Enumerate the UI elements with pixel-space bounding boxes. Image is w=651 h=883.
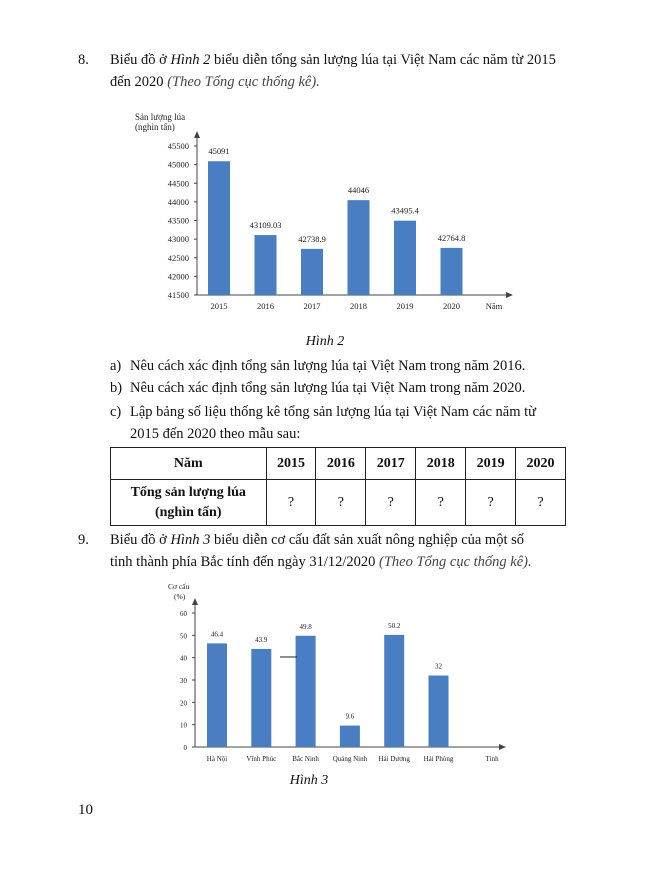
land-category-label: Hải Dương <box>378 755 410 763</box>
rice-bar <box>441 248 463 295</box>
land-value-label: 9.6 <box>345 712 355 721</box>
q8-text-1a: Biểu đồ ở <box>110 52 171 68</box>
q8c-text-line2: 2015 đến 2020 theo mẫu sau: <box>130 426 301 442</box>
table-header-cell: 2018 <box>416 448 466 480</box>
land-ytick-label: 0 <box>183 744 187 752</box>
q9-text-1a: Biểu đồ ở <box>110 532 171 548</box>
land-category-label: Vĩnh Phúc <box>246 755 277 763</box>
rice-value-label: 42738.9 <box>298 233 326 244</box>
rice-ylabel-unit: (nghìn tấn) <box>135 122 175 132</box>
land-category-label: Hà Nội <box>206 755 228 763</box>
land-ytick-label: 30 <box>180 677 187 685</box>
rice-bar <box>208 161 230 295</box>
q8a-label: a) <box>110 358 122 374</box>
q8-text-1b: biểu diễn tổng sản lượng lúa tại Việt Nam các năm từ 2015 <box>210 52 556 68</box>
rice-value-label: 43109.03 <box>249 220 282 231</box>
rice-value-label: 44046 <box>347 185 370 196</box>
table-cell-2017: ? <box>366 480 416 526</box>
land-bar <box>429 676 449 747</box>
rice-y-arrow <box>194 131 200 138</box>
table-cell-2016: ? <box>316 480 366 526</box>
rice-ytick-label: 42000 <box>167 271 189 282</box>
land-category-label: Bắc Ninh <box>292 755 319 763</box>
rice-bar <box>348 200 370 295</box>
q8c-label: c) <box>110 404 122 420</box>
land-ytick-label: 50 <box>180 632 187 641</box>
table-cell-2020: ? <box>516 480 566 526</box>
rice-value-label: 43495.4 <box>391 205 419 216</box>
q9-number: 9. <box>78 532 89 548</box>
rice-x-arrow <box>506 292 513 298</box>
table-header-row <box>111 448 566 480</box>
rice-ytick-label: 45000 <box>167 159 189 170</box>
land-bar <box>296 636 316 747</box>
table-cell-2015: ? <box>266 480 316 526</box>
rice-category-label: 2018 <box>350 301 367 311</box>
land-value-label: 32 <box>435 662 442 671</box>
rice-category-label: 2015 <box>210 301 228 311</box>
land-value-label: 46.4 <box>210 630 224 639</box>
rice-ytick-label: 42500 <box>167 252 189 263</box>
q9-text-2a: tỉnh thành phía Bắc tính đến ngày 31/12/2020 <box>110 554 380 570</box>
land-bar <box>207 643 227 747</box>
rice-value-label: 42764.8 <box>437 232 466 243</box>
table-row <box>111 480 566 526</box>
rice-ytick-label: 44500 <box>167 178 189 189</box>
table-header-cell: 2015 <box>266 448 316 480</box>
q9-text-line2 <box>110 552 532 572</box>
rice-category-label: 2020 <box>443 301 460 311</box>
land-y-arrow <box>192 598 198 605</box>
table-header-cell: 2016 <box>316 448 366 480</box>
land-ylabel: Cơ cấu <box>168 582 190 591</box>
q9-text-line1 <box>110 530 524 550</box>
q9-text-1b: biểu diễn cơ cấu đất sản xuất nông nghiệp của một số <box>210 532 525 548</box>
rice-ytick-label: 41500 <box>167 290 189 300</box>
land-x-arrow <box>499 744 506 750</box>
land-value-label: 43.9 <box>255 635 268 644</box>
rice-ytick-label: 43500 <box>167 215 189 226</box>
rice-bar <box>255 235 277 295</box>
fig3-caption: Hình 3 <box>289 773 329 788</box>
land-category-label: Quảng Ninh <box>332 755 368 763</box>
rice-xlabel: Năm <box>485 301 503 311</box>
rice-bar <box>301 249 323 295</box>
rice-data-table <box>110 447 566 526</box>
land-ytick-label: 20 <box>180 699 187 708</box>
land-bar <box>340 726 360 747</box>
row-label-2: (nghìn tấn) <box>154 504 222 520</box>
rice-ytick-label: 44000 <box>167 196 189 207</box>
q8-text-2a: đến 2020 <box>110 74 168 90</box>
land-xlabel: Tỉnh <box>485 755 499 763</box>
q8b-label: b) <box>110 380 123 396</box>
table-header-cell: 2017 <box>366 448 416 480</box>
rice-category-label: 2016 <box>257 301 274 311</box>
row-label-1: Tổng sản lượng lúa <box>130 484 246 500</box>
land-value-label: 49.8 <box>299 622 312 631</box>
q8c-text-line1: Lập bảng số liệu thống kê tổng sản lượng lúa tại Việt Nam các năm từ <box>130 404 536 420</box>
table-header-cell: Năm <box>111 448 267 480</box>
q8b-text: Nêu cách xác định tổng sản lượng lúa tại Việt Nam trong năm 2020. <box>130 380 526 396</box>
q8a-text: Nêu cách xác định tổng sản lượng lúa tại Việt Nam trong năm 2016. <box>130 358 526 374</box>
table-cell-2018: ? <box>416 480 466 526</box>
land-ytick-label: 60 <box>180 610 187 618</box>
rice-ytick-label: 45500 <box>167 141 189 151</box>
table-row-label <box>111 480 267 526</box>
q8-number: 8. <box>78 52 89 68</box>
rice-bar <box>394 221 416 295</box>
q8-source: (Theo Tổng cục thống kê). <box>167 74 320 90</box>
q9-source: (Theo Tổng cục thống kê). <box>379 554 532 570</box>
rice-ylabel: Sản lượng lúa <box>135 112 186 122</box>
rice-value-label: 45091 <box>208 146 230 157</box>
q9-fig-ref: Hình 3 <box>170 532 211 548</box>
fig2-caption: Hình 2 <box>305 334 345 349</box>
rice-ytick-label: 43000 <box>167 234 189 245</box>
land-ytick-label: 10 <box>180 721 187 730</box>
rice-category-label: 2019 <box>396 301 414 311</box>
page-number: 10 <box>78 802 93 818</box>
land-category-label: Hải Phòng <box>423 755 454 763</box>
land-ylabel-unit: (%) <box>174 592 186 601</box>
land-bar <box>384 635 404 747</box>
land-ytick-label: 40 <box>180 654 187 663</box>
table-cell-2019: ? <box>466 480 516 526</box>
land-value-label: 50.2 <box>388 621 401 630</box>
table-header-cell: 2020 <box>516 448 566 480</box>
q8-fig-ref: Hình 2 <box>170 52 211 68</box>
table-header-cell: 2019 <box>466 448 516 480</box>
land-bar <box>251 649 271 747</box>
rice-category-label: 2017 <box>303 301 321 311</box>
